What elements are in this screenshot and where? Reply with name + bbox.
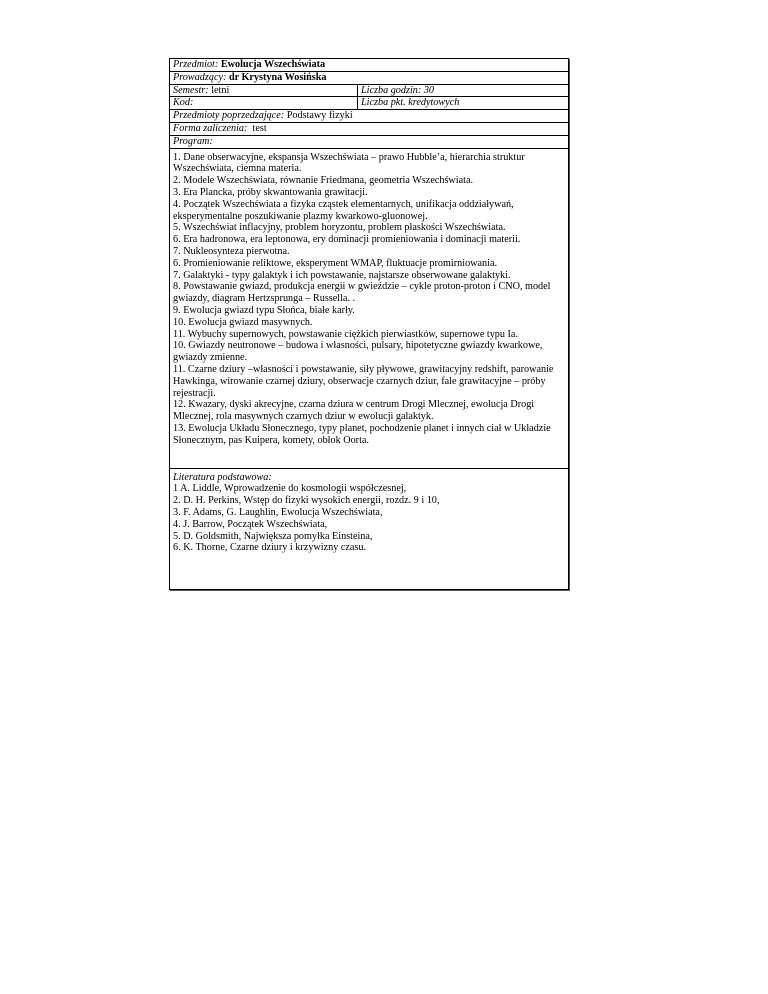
code-row [170, 97, 568, 110]
semester-label: Semestr: [173, 84, 209, 96]
credits-cell [358, 97, 568, 109]
program-item: 11. Wybuchy supernowych, powstawanie ciężkich pierwiastków, supernowe typu Ia. [173, 328, 519, 340]
literature-item: 3. F. Adams, G. Laughlin, Ewolucja Wszechświata, [173, 506, 383, 518]
program-item: 13. Ewolucja Układu Słonecznego, typy planet, pochodzenie planet i innych ciał w Układzie Słonecznym, pas Kuipera, komety, obłok Oorta. [173, 422, 551, 446]
program-item: 3. Era Plancka, próby skwantowania grawitacji. [173, 186, 368, 198]
literature-item: 1 A. Liddle, Wprowadzenie do kosmologii współczesnej, [173, 483, 407, 495]
program-item: 7. Galaktyki - typy galaktyk i ich powstawanie, najstarsze obserwowane galaktyki. [173, 269, 511, 281]
semester-row [170, 85, 568, 98]
program-heading: Program: [173, 135, 213, 147]
credits-label: Liczba pkt. kredytowych [361, 97, 460, 109]
program-item: 7. Nukleosynteza pierwotna. [173, 245, 290, 257]
program-item: 2. Modele Wszechświata, równanie Friedmana, geometria Wszechświata. [173, 175, 474, 187]
program-item: 9. Ewolucja gwiazd typu Słońca, białe karły. [173, 304, 355, 316]
program-item: 1. Dane obserwacyjne, ekspansja Wszechświata – prawo Hubble’a, hierarchia struktur Wszechświata, ciemna materia. [173, 151, 525, 175]
hours-label: Liczba godzin: 30 [361, 84, 435, 96]
code-cell [170, 97, 358, 109]
literature-heading: Literatura podstawowa: [173, 471, 272, 483]
lecturer-row [170, 72, 568, 85]
subject-label: Przedmiot: [173, 59, 219, 70]
literature-item: 6. K. Thorne, Czarne dziury i krzywizny czasu. [173, 542, 367, 554]
program-item: 6. Promieniowanie reliktowe, eksperyment WMAP, fluktuacje promirniowania. [173, 257, 498, 269]
semester-value: letni [211, 84, 230, 96]
program-item: 10. Gwiazdy neutronowe – budowa i własności, pulsary, hipotetyczne gwiazdy kwarkowe, gwiazdy zmienne. [173, 340, 543, 364]
program-item: 5. Wszechświat inflacyjny, problem horyzontu, problem płaskości Wszechświata. [173, 222, 506, 234]
assessment-form-row [170, 123, 568, 136]
program-item: 11. Czarne dziury –własności i powstawanie, siły pływowe, grawitacyjny redshift, parowanie Hawkinga, wirowanie czarnej dziury, obserwacje czarnych dziur, fale grawitacyjne – próby rejestracji. [173, 363, 554, 399]
assessment-form-label: Forma zaliczenia: [173, 122, 248, 134]
course-syllabus-table [169, 58, 569, 590]
semester-cell [170, 85, 358, 97]
prerequisites-row [170, 110, 568, 123]
hours-cell [358, 85, 568, 97]
program-item: 6. Era hadronowa, era leptonowa, ery dominacji promieniowania i dominacji materii. [173, 234, 521, 246]
prerequisites-label: Przedmioty poprzedzające: [173, 110, 285, 122]
program-item: 10. Ewolucja gwiazd masywnych. [173, 316, 313, 328]
program-heading-row [170, 136, 568, 149]
program-item: 8. Powstawanie gwiazd, produkcja energii w gwieździe – cykle proton-proton i CNO, model gwiazdy, diagram Hertzsprunga – Russella. . [173, 281, 551, 305]
code-label: Kod: [173, 97, 194, 109]
literature-item: 4. J. Barrow, Początek Wszechświata, [173, 518, 328, 530]
literature-section [170, 469, 568, 589]
prerequisites-value: Podstawy fizyki [286, 110, 353, 122]
program-list [170, 149, 568, 469]
subject-value: Ewolucja Wszechświata [220, 59, 326, 70]
program-item: 4. Początek Wszechświata a fizyka cząstek elementarnych, unifikacja oddziaływań, eksperymentalne poszukiwanie plazmy kwarkowo-gluonowej. [173, 198, 514, 222]
literature-item: 2. D. H. Perkins, Wstęp do fizyki wysokich energii, rozdz. 9 i 10, [173, 495, 440, 507]
program-item: 12. Kwazary, dyski akrecyjne, czarna dziura w centrum Drogi Mlecznej, ewolucja Drogi Mlecznej, rola masywnych czarnych dziur w ewolucji galaktyk. [173, 399, 535, 423]
literature-item: 5. D. Goldsmith, Największa pomyłka Einsteina, [173, 530, 373, 542]
lecturer-value: dr Krystyna Wosińska [228, 71, 327, 83]
assessment-form-value: test [252, 122, 267, 134]
lecturer-label: Prowadzący: [173, 71, 227, 83]
subject-row [170, 59, 568, 72]
